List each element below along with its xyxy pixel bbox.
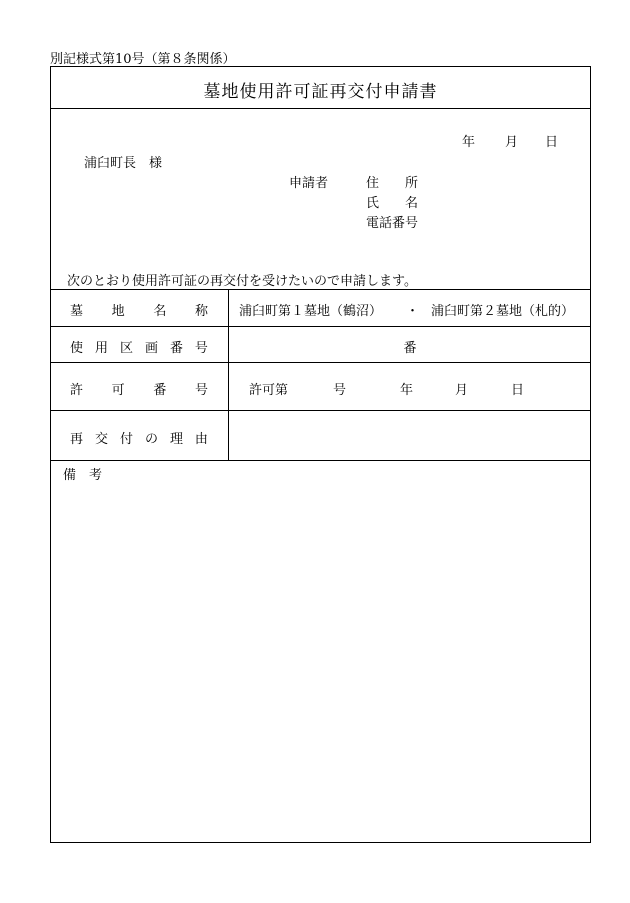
row-divider [51, 326, 590, 327]
applicant-phone-label: 電話番号 [366, 216, 419, 231]
cemetery-option-separator: ・ [406, 304, 420, 319]
form-title: 墓地使用許可証再交付申請書 [203, 82, 438, 102]
applicant-address-label: 住 所 [366, 176, 419, 191]
application-statement: 次のとおり使用許可証の再交付を受けたいので申請します。 [67, 274, 417, 289]
reissue-reason-label: 再 交 付 の 理 由 [70, 432, 208, 447]
row-divider [51, 460, 590, 461]
section-number-value: 番 [403, 341, 417, 356]
permit-month: 月 [455, 383, 469, 398]
permit-day: 日 [511, 383, 525, 398]
column-divider [228, 289, 229, 460]
section-number-label: 使 用 区 画 番 号 [70, 341, 208, 356]
cemetery-option-1: 浦臼町第１墓地（鶴沼） [239, 304, 383, 319]
permit-year: 年 [400, 383, 414, 398]
row-divider [51, 362, 590, 363]
applicant-name-label: 氏 名 [366, 196, 419, 211]
date-year: 年 [462, 135, 476, 150]
row-divider [51, 289, 590, 290]
remarks-label: 備 考 [63, 468, 103, 483]
addressee: 浦臼町長 様 [84, 156, 163, 171]
date-day: 日 [545, 135, 559, 150]
title-divider [51, 108, 590, 109]
permit-prefix: 許可第 [249, 383, 289, 398]
applicant-label: 申請者 [289, 176, 329, 191]
permit-number-suffix: 号 [333, 383, 347, 398]
cemetery-option-2: 浦臼町第２墓地（札的） [431, 304, 575, 319]
cemetery-name-label: 墓 地 名 称 [70, 304, 208, 319]
form-code: 別記様式第10号（第８条関係） [50, 52, 236, 67]
row-divider [51, 410, 590, 411]
application-form [50, 66, 591, 843]
date-month: 月 [505, 135, 519, 150]
permit-number-label: 許 可 番 号 [70, 383, 208, 398]
